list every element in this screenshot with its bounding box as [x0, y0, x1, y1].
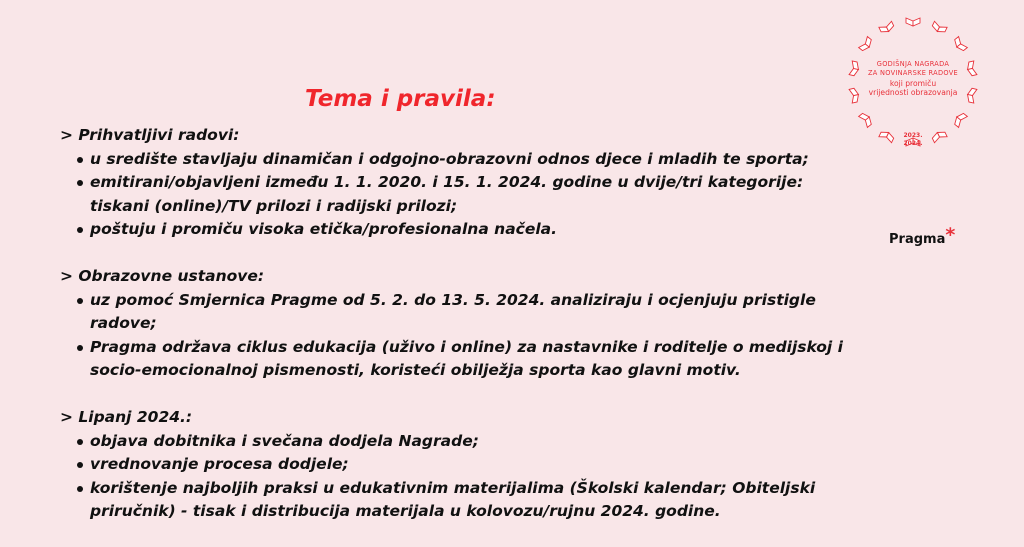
open-book-icon — [931, 21, 947, 34]
section-heading: > Prihvatljivi radovi: — [60, 126, 240, 144]
badge-title-line1: GODIŠNJA NAGRADA — [876, 60, 950, 68]
list-item: vrednovanje procesa dodjele; — [60, 453, 860, 477]
list-item: u središte stavljaju dinamičan i odgojno-obrazovni odnos djece i mladih te sporta; — [60, 148, 860, 172]
logo-wordmark: Pragma — [889, 232, 946, 247]
list-item: emitirani/objavljeni između 1. 1. 2020. i 15. 1. 2024. godine u dvije/tri kategorije: tiskani (online)/TV prilozi i radijski prilozi; — [60, 171, 860, 218]
bullet-list — [60, 430, 860, 524]
section-educational-institutions — [60, 265, 860, 383]
rules-content — [60, 124, 860, 547]
badge-subtitle-line2: vrijednosti obrazovanja — [868, 88, 958, 97]
badge-year-start: 2023. — [903, 132, 923, 139]
bullet-list — [60, 289, 860, 383]
badge-subtitle-line1: koji promiču — [889, 79, 937, 88]
section-accepted-works — [60, 124, 860, 242]
pragma-logo — [889, 226, 955, 248]
list-item: uz pomoć Smjernica Pragme od 5. 2. do 13. 5. 2024. analiziraju i ocjenjuju pristigle radove; — [60, 289, 860, 336]
open-book-icon — [859, 37, 874, 53]
badge-title-line2: ZA NOVINARSKE RADOVE — [867, 69, 959, 77]
list-item: Pragma održava ciklus edukacija (uživo i online) za nastavnike i roditelje o medijskoj i socio-emocionalnoj pismenosti, koristeći obilježja sporta kao glavni motiv. — [60, 336, 860, 383]
section-june-2024 — [60, 406, 860, 524]
list-item: poštuju i promiču visoka etička/profesionalna načela. — [60, 218, 860, 242]
award-badge — [838, 10, 988, 160]
open-book-icon — [906, 18, 920, 26]
open-book-icon — [879, 21, 895, 34]
badge-year-end: 2024. — [903, 140, 923, 147]
list-item: objava dobitnika i svečana dodjela Nagrade; — [60, 430, 860, 454]
bullet-list — [60, 148, 860, 242]
page-title: Tema i pravila: — [305, 86, 496, 112]
open-book-icon — [952, 111, 967, 127]
list-item: korištenje najboljih praksi u edukativnim materijalima (Školski kalendar; Obiteljski priručnik) - tisak i distribucija materijala u kolovozu/rujnu 2024. godine. — [60, 477, 860, 524]
asterisk-icon: * — [945, 224, 956, 246]
open-book-icon — [859, 111, 874, 127]
section-heading: > Lipanj 2024.: — [60, 408, 193, 426]
open-book-icon — [952, 37, 967, 53]
section-heading: > Obrazovne ustanove: — [60, 267, 265, 285]
